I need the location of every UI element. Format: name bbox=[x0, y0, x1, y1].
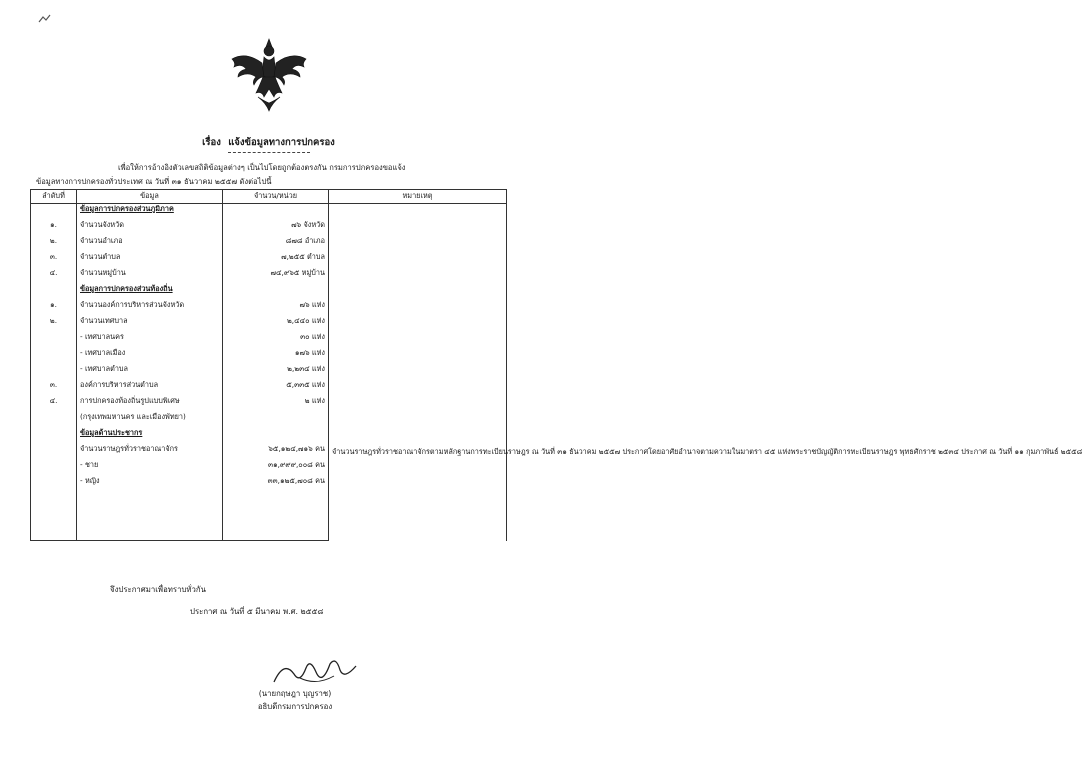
row-item: - ชาย bbox=[77, 460, 223, 476]
empty-cell bbox=[31, 508, 77, 524]
table-row bbox=[31, 268, 507, 284]
document-subject bbox=[0, 135, 537, 150]
row-item: จำนวนเทศบาล bbox=[77, 316, 223, 332]
row-item: จำนวนตำบล bbox=[77, 252, 223, 268]
row-remark bbox=[329, 396, 507, 412]
row-item: - เทศบาลตำบล bbox=[77, 364, 223, 380]
row-amount: ๓๑,๙๙๙,๐๐๘ คน bbox=[223, 460, 329, 476]
subject-text: แจ้งข้อมูลทางการปกครอง bbox=[228, 137, 335, 148]
row-number bbox=[31, 476, 77, 492]
table-header-row bbox=[31, 190, 507, 204]
table-row bbox=[31, 300, 507, 316]
row-item: - เทศบาลเมือง bbox=[77, 348, 223, 364]
row-number: ๔. bbox=[31, 396, 77, 412]
row-amount: ๖๕,๑๒๔,๗๑๖ คน bbox=[223, 444, 329, 460]
row-number bbox=[31, 444, 77, 460]
row-amount: ๗๖ แห่ง bbox=[223, 300, 329, 316]
row-number: ๑. bbox=[31, 220, 77, 236]
row-amount: ๗๖ จังหวัด bbox=[223, 220, 329, 236]
header-order: ลำดับที่ bbox=[31, 190, 77, 204]
scan-mark-icon bbox=[38, 14, 54, 24]
row-item: จำนวนองค์การบริหารส่วนจังหวัด bbox=[77, 300, 223, 316]
garuda-emblem-icon bbox=[226, 33, 312, 113]
admin-data-table bbox=[30, 189, 1082, 541]
section-title: ข้อมูลการปกครองส่วนท้องถิ่น bbox=[77, 284, 223, 300]
header-remark: หมายเหตุ bbox=[329, 190, 507, 204]
row-remark bbox=[329, 316, 507, 332]
separator-line bbox=[228, 152, 310, 153]
empty-cell bbox=[223, 524, 329, 541]
intro-paragraph-line2: ข้อมูลทางการปกครองทั่วประเทศ ณ วันที่ ๓๑ ธันวาคม ๒๕๕๗ ดังต่อไปนี้ bbox=[36, 177, 272, 186]
row-amount bbox=[223, 412, 329, 428]
row-amount: ๗๔,๙๖๕ หมู่บ้าน bbox=[223, 268, 329, 284]
table-row bbox=[31, 332, 507, 348]
row-item: จำนวนจังหวัด bbox=[77, 220, 223, 236]
row-remark bbox=[329, 348, 507, 364]
empty-cell bbox=[223, 508, 329, 524]
row-item: จำนวนอำเภอ bbox=[77, 236, 223, 252]
row-number bbox=[31, 460, 77, 476]
row-amount: ๑๗๖ แห่ง bbox=[223, 348, 329, 364]
row-remark bbox=[329, 268, 507, 284]
row-number bbox=[31, 284, 77, 300]
row-number bbox=[31, 364, 77, 380]
closing-statement: จึงประกาศมาเพื่อทราบทั่วกัน bbox=[110, 585, 206, 594]
row-number: ๑. bbox=[31, 300, 77, 316]
row-number bbox=[31, 412, 77, 428]
row-amount: ๒,๔๔๐ แห่ง bbox=[223, 316, 329, 332]
table-row bbox=[31, 412, 507, 428]
row-number: ๓. bbox=[31, 252, 77, 268]
empty-cell bbox=[31, 524, 77, 541]
row-remark bbox=[329, 364, 507, 380]
section-header-row bbox=[31, 284, 507, 300]
row-remark bbox=[329, 252, 507, 268]
signature-icon bbox=[270, 656, 360, 690]
header-item: ข้อมูล bbox=[77, 190, 223, 204]
row-amount: ๒,๒๓๔ แห่ง bbox=[223, 364, 329, 380]
row-remark bbox=[329, 428, 507, 444]
row-amount bbox=[223, 428, 329, 444]
row-remark bbox=[329, 300, 507, 316]
row-item: (กรุงเทพมหานคร และเมืองพัทยา) bbox=[77, 412, 223, 428]
table-row bbox=[31, 396, 507, 412]
population-remark: จำนวนราษฎรทั่วราชอาณาจักรตามหลักฐานการทะเบียนราษฎร ณ วันที่ ๓๑ ธันวาคม ๒๕๕๗ ประกาศโดยอาศัยอำนาจตามความในมาตรา ๔๕ แห่งพระราชบัญญัติการทะเบียนราษฎร พุทธศักราช ๒๕๓๔ ประกาศ ณ วันที่ ๑๑ กุมภาพันธ์ ๒๕๕๘ bbox=[329, 444, 507, 541]
row-amount bbox=[223, 204, 329, 221]
row-number: ๒. bbox=[31, 236, 77, 252]
table-row bbox=[31, 252, 507, 268]
signer-name: (นายกฤษฎา บุญราช) bbox=[258, 689, 332, 698]
row-item: การปกครองท้องถิ่นรูปแบบพิเศษ bbox=[77, 396, 223, 412]
table-row bbox=[31, 444, 507, 460]
table-row bbox=[31, 220, 507, 236]
intro-paragraph-line1: เพื่อให้การอ้างอิงตัวเลขสถิติข้อมูลต่างๆ เป็นไปโดยถูกต้องตรงกัน กรมการปกครองขอแจ้ง bbox=[118, 163, 406, 172]
row-amount: ๗,๒๕๕ ตำบล bbox=[223, 252, 329, 268]
row-remark bbox=[329, 284, 507, 300]
section-header-row bbox=[31, 428, 507, 444]
table-row bbox=[31, 348, 507, 364]
row-number bbox=[31, 332, 77, 348]
row-number: ๓. bbox=[31, 380, 77, 396]
empty-cell bbox=[77, 524, 223, 541]
row-item: - เทศบาลนคร bbox=[77, 332, 223, 348]
row-number: ๒. bbox=[31, 316, 77, 332]
header-amount: จำนวน/หน่วย bbox=[223, 190, 329, 204]
row-remark bbox=[329, 204, 507, 221]
row-amount: ๒ แห่ง bbox=[223, 396, 329, 412]
row-amount: ๕,๓๓๕ แห่ง bbox=[223, 380, 329, 396]
row-item: จำนวนหมู่บ้าน bbox=[77, 268, 223, 284]
row-remark bbox=[329, 332, 507, 348]
empty-cell bbox=[77, 492, 223, 508]
empty-cell bbox=[31, 492, 77, 508]
row-remark bbox=[329, 380, 507, 396]
row-amount bbox=[223, 284, 329, 300]
row-number bbox=[31, 348, 77, 364]
section-title: ข้อมูลด้านประชากร bbox=[77, 428, 223, 444]
table-row bbox=[31, 380, 507, 396]
empty-cell bbox=[77, 508, 223, 524]
section-title: ข้อมูลการปกครองส่วนภูมิภาค bbox=[77, 204, 223, 221]
row-number: ๔. bbox=[31, 268, 77, 284]
row-item: จำนวนราษฎรทั่วราชอาณาจักร bbox=[77, 444, 223, 460]
row-remark bbox=[329, 412, 507, 428]
subject-label: เรื่อง bbox=[202, 137, 221, 148]
row-amount: ๘๗๘ อำเภอ bbox=[223, 236, 329, 252]
row-amount: ๓๓,๑๒๕,๗๐๘ คน bbox=[223, 476, 329, 492]
announcement-date: ประกาศ ณ วันที่ ๕ มีนาคม พ.ศ. ๒๕๕๘ bbox=[190, 607, 324, 616]
table-row bbox=[31, 364, 507, 380]
table-row bbox=[31, 316, 507, 332]
row-item: - หญิง bbox=[77, 476, 223, 492]
row-amount: ๓๐ แห่ง bbox=[223, 332, 329, 348]
empty-cell bbox=[223, 492, 329, 508]
row-number bbox=[31, 428, 77, 444]
table-row bbox=[31, 236, 507, 252]
signer-title: อธิบดีกรมการปกครอง bbox=[257, 702, 333, 711]
row-remark bbox=[329, 236, 507, 252]
section-header-row bbox=[31, 204, 507, 221]
row-number bbox=[31, 204, 77, 221]
row-remark bbox=[329, 220, 507, 236]
row-item: องค์การบริหารส่วนตำบล bbox=[77, 380, 223, 396]
